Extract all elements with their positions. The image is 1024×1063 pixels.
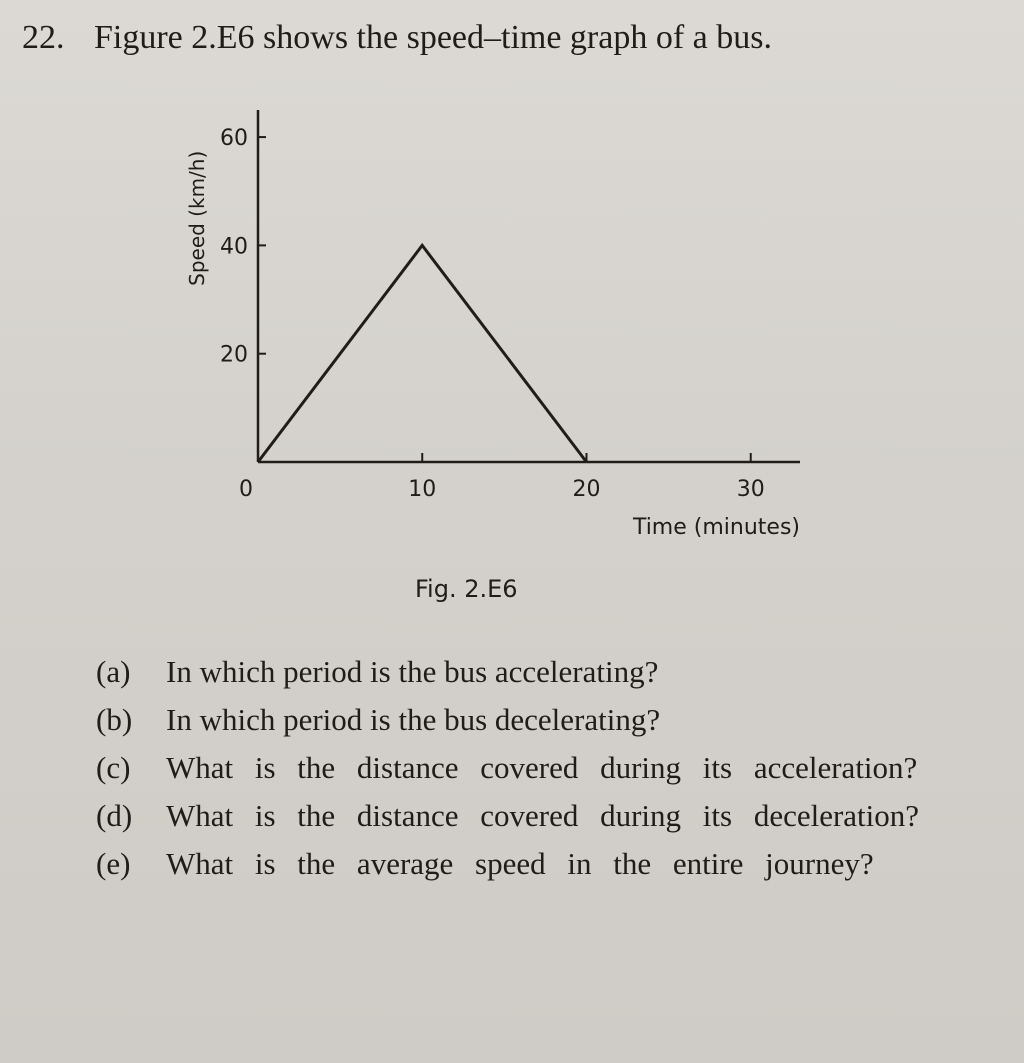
x-tick-label: 20 <box>572 477 601 502</box>
figure-caption: Fig. 2.E6 <box>415 575 518 603</box>
sub-question-text: In which period is the bus decelerating? <box>166 702 661 737</box>
sub-question-text: What is the distance covered during its acceleration? <box>166 750 918 785</box>
question-header <box>22 18 772 58</box>
x-tick-label: 10 <box>408 477 437 502</box>
sub-question-a <box>96 654 986 690</box>
sub-question-text: In which period is the bus accelerating? <box>166 654 659 689</box>
sub-question-text: What is the distance covered during its deceleration? <box>166 798 920 833</box>
sub-question-label: (b) <box>96 702 133 737</box>
sub-question-c <box>96 750 986 786</box>
sub-question-text: What is the average speed in the entire journey? <box>166 846 874 881</box>
sub-question-label: (d) <box>96 798 133 833</box>
x-tick-label: 30 <box>736 477 765 502</box>
y-axis-label: Speed (km/h) <box>185 150 209 286</box>
sub-questions <box>96 654 986 894</box>
question-text: Figure 2.E6 shows the speed–time graph of a bus. <box>94 19 772 56</box>
y-tick-label: 60 <box>220 126 248 152</box>
x-tick-label: 0 <box>239 477 253 502</box>
sub-question-label: (e) <box>96 846 131 881</box>
speed-series-line <box>258 245 587 462</box>
sub-question-d <box>96 798 986 834</box>
y-tick-label: 40 <box>220 234 248 260</box>
sub-question-label: (a) <box>96 654 131 689</box>
y-tick-label: 20 <box>220 342 248 368</box>
sub-question-e <box>96 846 986 882</box>
x-axis-label: Time (minutes) <box>632 515 800 540</box>
sub-question-b <box>96 702 986 738</box>
speed-time-chart <box>170 100 830 560</box>
speed-time-figure <box>170 100 830 640</box>
question-number: 22. <box>22 19 65 56</box>
sub-question-label: (c) <box>96 750 131 785</box>
